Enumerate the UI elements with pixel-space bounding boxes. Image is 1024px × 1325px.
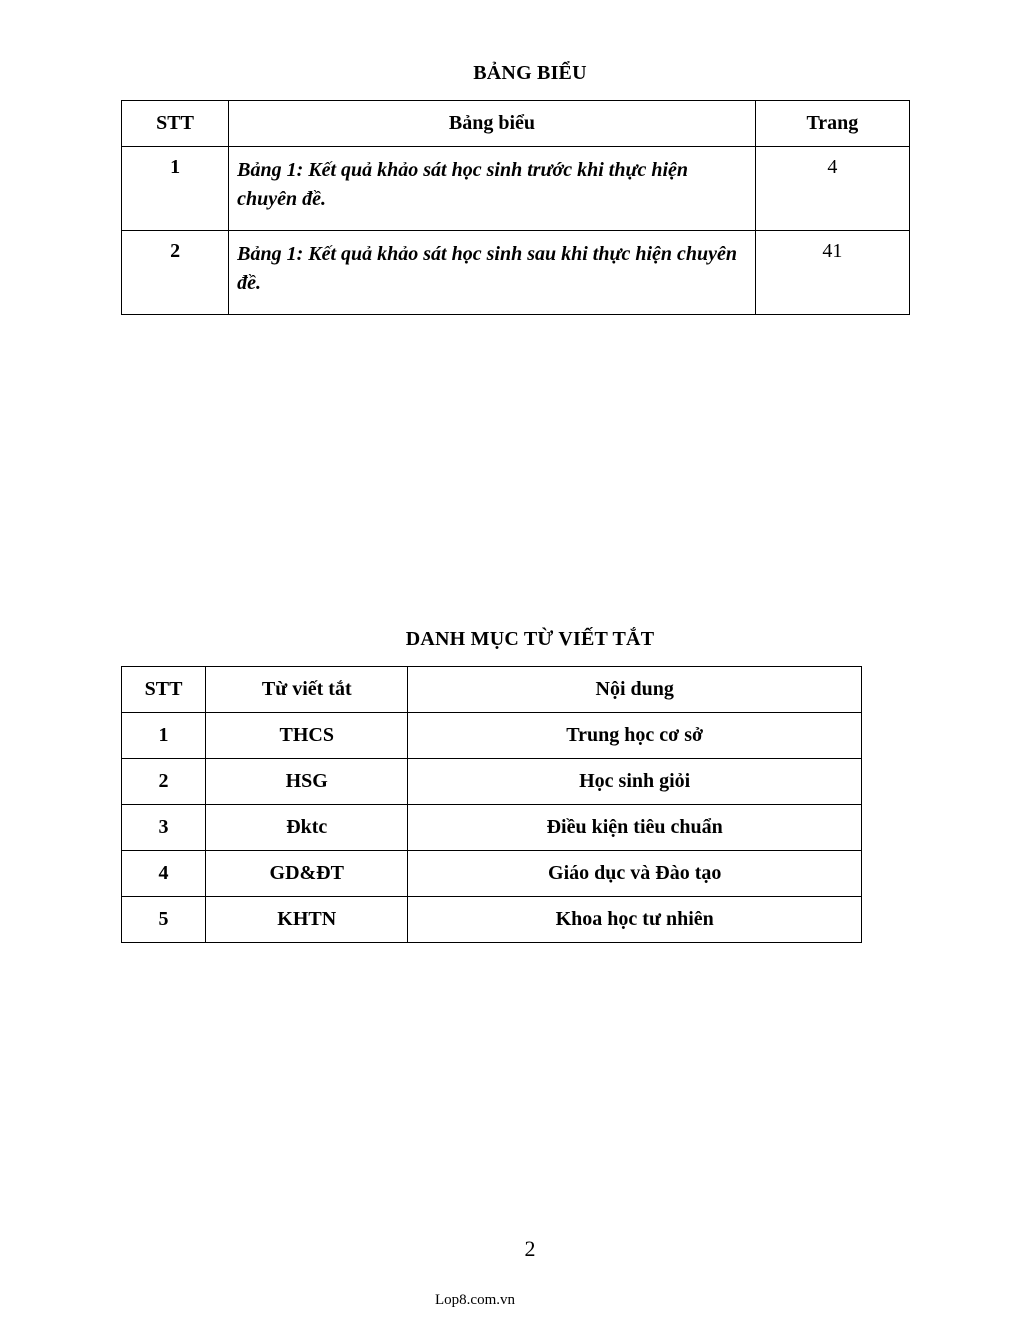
row-stt: 1: [122, 713, 206, 759]
row-stt: 4: [122, 851, 206, 897]
table-row: [122, 759, 862, 805]
header-abbreviation: Từ viết tắt: [206, 667, 408, 713]
table-row: [122, 851, 862, 897]
header-stt: STT: [122, 101, 229, 147]
table-row: [122, 805, 862, 851]
row-content: Giáo dục và Đào tạo: [408, 851, 862, 897]
row-content: Khoa học tư nhiên: [408, 897, 862, 943]
row-abbreviation: Đktc: [206, 805, 408, 851]
row-content: Trung học cơ sở: [408, 713, 862, 759]
table-of-tables: [121, 100, 910, 315]
table-row: [122, 897, 862, 943]
page-number: 2: [524, 1236, 536, 1261]
row-table-name: Bảng 1: Kết quả khảo sát học sinh trước khi thực hiện chuyên đề.: [229, 147, 756, 231]
row-content: Học sinh giỏi: [408, 759, 862, 805]
table-of-tables-title: BẢNG BIỂU: [473, 62, 587, 84]
footer-watermark: Lop8.com.vn: [435, 1292, 515, 1308]
row-content: Điều kiện tiêu chuẩn: [408, 805, 862, 851]
header-stt: STT: [122, 667, 206, 713]
row-stt: 2: [122, 231, 229, 315]
table-row: [122, 713, 862, 759]
table-row: [122, 231, 910, 315]
header-table-name: Bảng biểu: [229, 101, 756, 147]
row-stt: 2: [122, 759, 206, 805]
row-table-name: Bảng 1: Kết quả khảo sát học sinh sau khi thực hiện chuyên đề.: [229, 231, 756, 315]
row-page: 41: [755, 231, 909, 315]
row-stt: 3: [122, 805, 206, 851]
table-row: [122, 147, 910, 231]
row-abbreviation: HSG: [206, 759, 408, 805]
abbreviations-title: DANH MỤC TỪ VIẾT TẮT: [405, 628, 655, 650]
row-page: 4: [755, 147, 909, 231]
row-abbreviation: THCS: [206, 713, 408, 759]
row-stt: 5: [122, 897, 206, 943]
table-header-row: [122, 667, 862, 713]
header-content: Nội dung: [408, 667, 862, 713]
table-header-row: [122, 101, 910, 147]
abbreviations-table: [121, 666, 862, 943]
row-stt: 1: [122, 147, 229, 231]
row-abbreviation: KHTN: [206, 897, 408, 943]
row-abbreviation: GD&ĐT: [206, 851, 408, 897]
header-page: Trang: [755, 101, 909, 147]
